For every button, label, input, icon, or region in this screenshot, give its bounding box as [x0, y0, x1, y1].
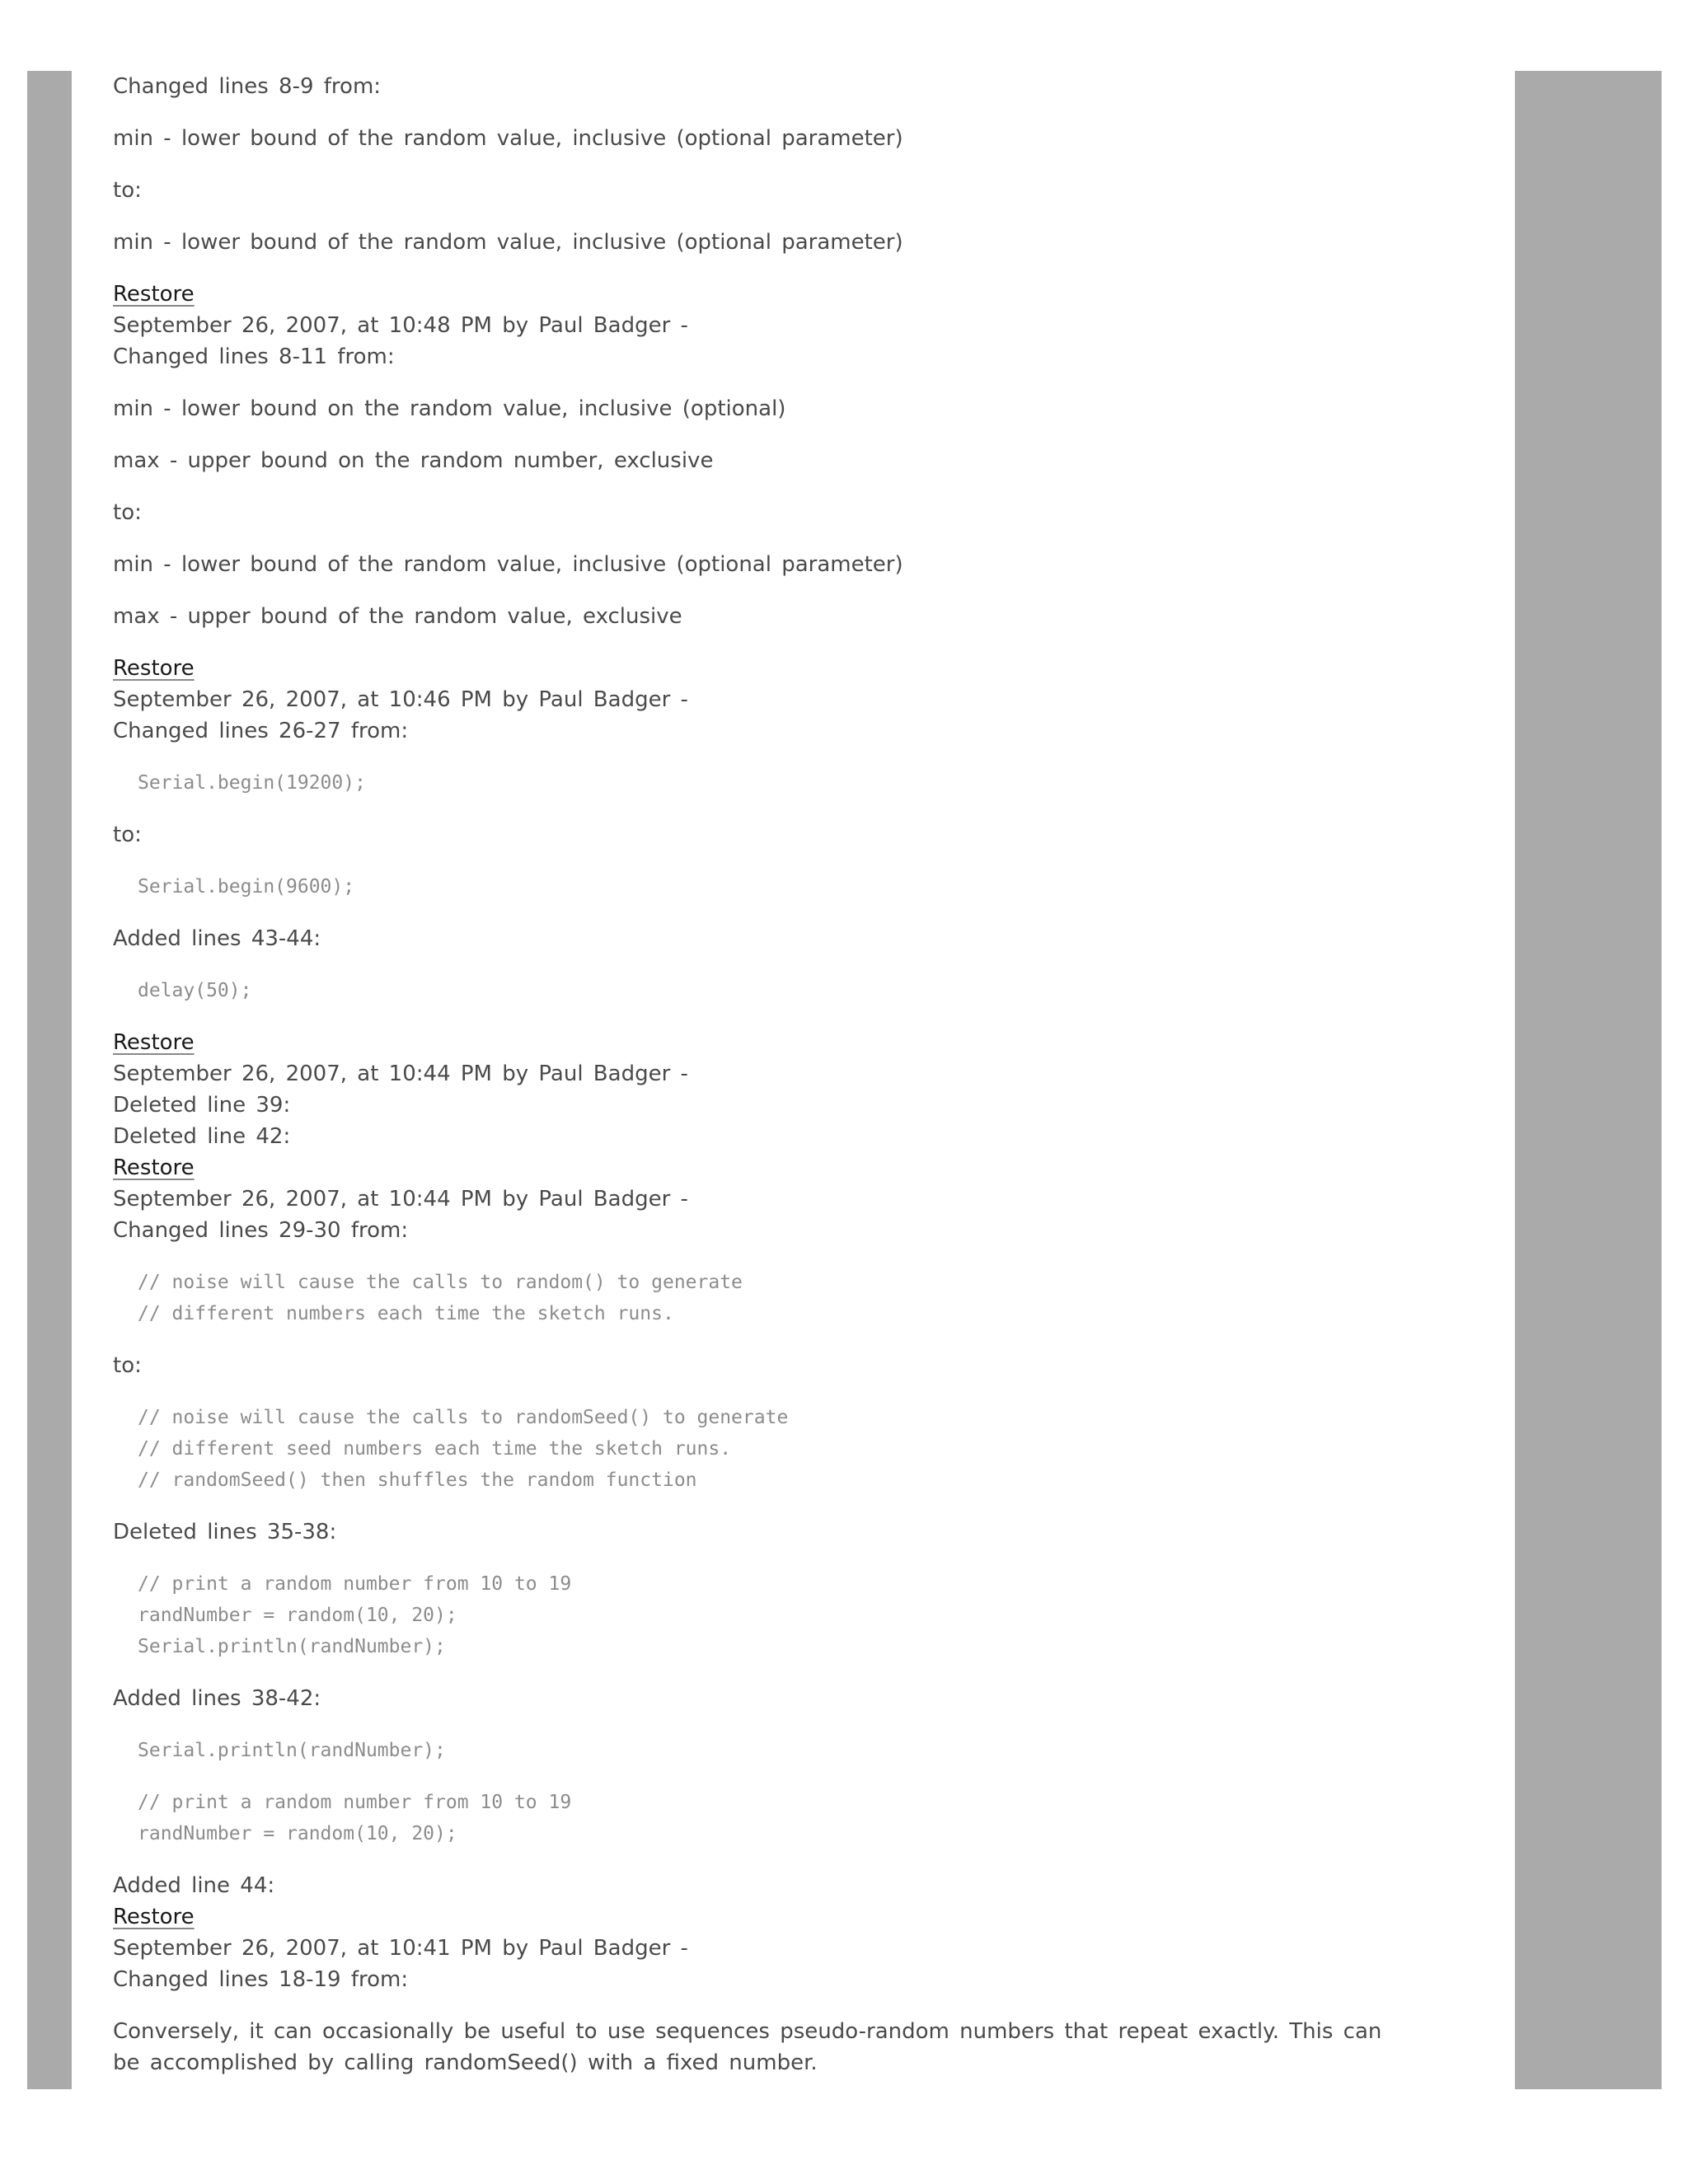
left-sidebar-bar: [27, 71, 72, 2089]
right-sidebar-bar: [1515, 71, 1662, 2089]
diff-summary: Added lines 43-44:: [113, 926, 321, 951]
old-text: min - lower bound on the random value, inclusive (optional): [113, 396, 786, 421]
added-code: [113, 1787, 1399, 1849]
diff-summary: Deleted lines 35-38:: [113, 1520, 337, 1544]
new-text: max - upper bound of the random value, exclusive: [113, 604, 682, 629]
revision-meta: September 26, 2007, at 10:48 PM by Paul Badger -: [113, 313, 688, 338]
diff-summary: Changed lines 18-19 from:: [113, 1967, 409, 1992]
restore-link[interactable]: Restore: [113, 1155, 195, 1180]
new-text: min - lower bound of the random value, inclusive (optional parameter): [113, 230, 903, 255]
code-line: // noise will cause the calls to random() to generate: [138, 1272, 743, 1293]
old-text: min - lower bound of the random value, inclusive (optional parameter): [113, 126, 903, 151]
diff-summary: Added line 44:: [113, 1873, 275, 1898]
code-line: randNumber = random(10, 20);: [138, 1823, 457, 1844]
code-line: // print a random number from 10 to 19: [138, 1792, 572, 1813]
revision-meta: September 26, 2007, at 10:44 PM by Paul Badger -: [113, 1187, 688, 1212]
new-text: min - lower bound of the random value, inclusive (optional parameter): [113, 552, 903, 577]
restore-link[interactable]: Restore: [113, 1030, 195, 1055]
old-text: max - upper bound on the random number, exclusive: [113, 448, 714, 473]
diff-summary: Changed lines 8-9 from:: [113, 74, 382, 99]
restore-link[interactable]: Restore: [113, 656, 195, 681]
to-label: to:: [113, 823, 142, 847]
to-label: to:: [113, 178, 142, 203]
diff-summary: Deleted line 39:: [113, 1093, 291, 1118]
old-text: Conversely, it can occasionally be useful to use sequences pseudo-random numbers that repeat exactly. This can be accomplished by calling randomSeed() with a fixed number.: [113, 2019, 1382, 2075]
restore-link[interactable]: Restore: [113, 1905, 195, 1929]
code-line: // different seed numbers each time the sketch runs.: [138, 1438, 732, 1460]
new-code: Serial.begin(9600);: [138, 876, 355, 898]
code-line: // print a random number from 10 to 19: [138, 1573, 572, 1595]
revision-meta: September 26, 2007, at 10:46 PM by Paul Badger -: [113, 687, 688, 712]
deleted-code: [113, 1568, 1399, 1662]
revision-history: [113, 71, 1399, 2099]
old-code: Serial.begin(19200);: [138, 772, 366, 794]
code-line: randNumber = random(10, 20);: [138, 1605, 457, 1626]
diff-summary: Deleted line 42:: [113, 1124, 291, 1149]
diff-summary: Changed lines 8-11 from:: [113, 344, 395, 369]
added-code: delay(50);: [138, 980, 252, 1001]
to-label: to:: [113, 500, 142, 525]
code-line: // noise will cause the calls to randomSeed() to generate: [138, 1407, 789, 1428]
code-line: // different numbers each time the sketch runs.: [138, 1303, 674, 1324]
new-code: [113, 1402, 1399, 1496]
code-line: // randomSeed() then shuffles the random function: [138, 1469, 697, 1491]
diff-summary: Added lines 38-42:: [113, 1686, 321, 1711]
restore-link[interactable]: Restore: [113, 282, 195, 307]
added-code: Serial.println(randNumber);: [138, 1740, 446, 1761]
diff-summary: Changed lines 26-27 from:: [113, 719, 409, 743]
code-line: Serial.println(randNumber);: [138, 1636, 446, 1657]
revision-meta: September 26, 2007, at 10:41 PM by Paul Badger -: [113, 1936, 688, 1961]
revision-meta: September 26, 2007, at 10:44 PM by Paul Badger -: [113, 1062, 688, 1086]
diff-summary: Changed lines 29-30 from:: [113, 1218, 409, 1243]
old-code: [113, 1267, 1399, 1329]
to-label: to:: [113, 1353, 142, 1378]
